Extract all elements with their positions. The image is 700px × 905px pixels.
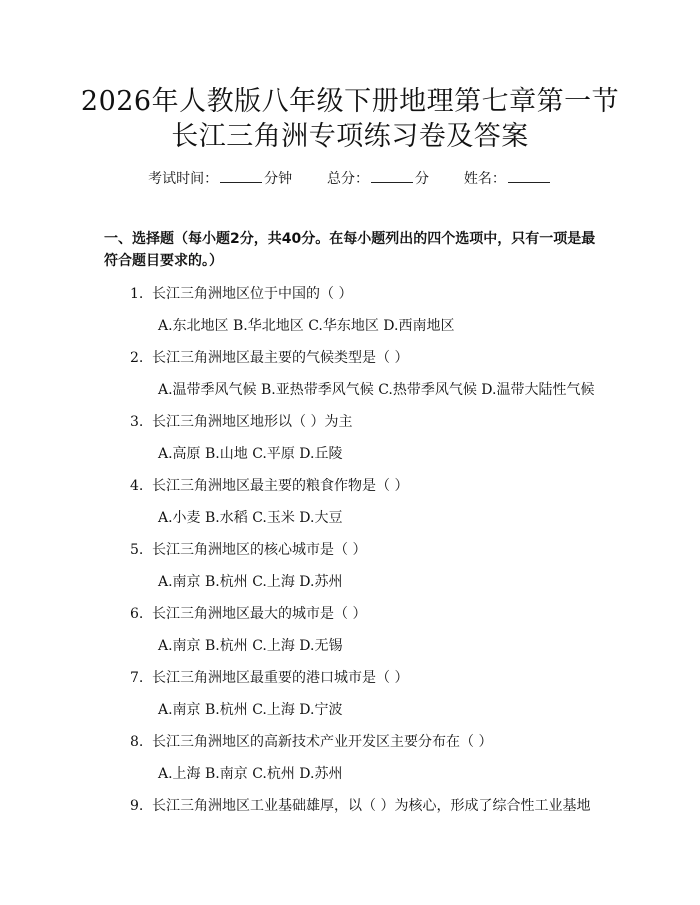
question-9: 9. 长江三角洲地区工业基础雄厚，以（ ）为核心，形成了综合性工业基地 xyxy=(130,798,591,814)
question-1: 1. 长江三角洲地区位于中国的（ ） xyxy=(130,286,353,302)
name-blank xyxy=(508,168,550,183)
exam-info-row xyxy=(0,168,700,189)
score-unit: 分 xyxy=(415,171,429,187)
time-label: 考试时间： xyxy=(148,171,219,187)
question-5-options: A.南京 B.杭州 C.上海 D.苏州 xyxy=(158,574,343,590)
question-8: 8. 长江三角洲地区的高新技术产业开发区主要分布在（ ） xyxy=(130,734,493,750)
question-4-options: A.小麦 B.水稻 C.玉米 D.大豆 xyxy=(158,510,343,526)
question-5: 5. 长江三角洲地区的核心城市是（ ） xyxy=(130,542,367,558)
question-3-options: A.高原 B.山地 C.平原 D.丘陵 xyxy=(158,446,343,462)
page-title-line-2: 长江三角洲专项练习卷及答案 xyxy=(171,121,529,152)
question-7: 7. 长江三角洲地区最重要的港口城市是（ ） xyxy=(130,670,409,686)
score-blank xyxy=(371,168,413,183)
name-label: 姓名： xyxy=(463,171,506,187)
score-label: 总分： xyxy=(327,171,369,187)
section-heading: 一、选择题（每小题2分，共40分。在每小题列出的四个选项中，只有一项是最符合题目要求的。） xyxy=(104,231,596,269)
time-unit: 分钟 xyxy=(264,171,293,187)
question-8-options: A.上海 B.南京 C.杭州 D.苏州 xyxy=(158,766,343,782)
question-1-options: A.东北地区 B.华北地区 C.华东地区 D.西南地区 xyxy=(158,318,455,334)
question-2: 2. 长江三角洲地区最主要的气候类型是（ ） xyxy=(130,350,409,366)
question-6-options: A.南京 B.杭州 C.上海 D.无锡 xyxy=(158,638,343,654)
time-blank xyxy=(220,168,262,183)
question-6: 6. 长江三角洲地区最大的城市是（ ） xyxy=(130,606,367,622)
question-2-options: A.温带季风气候 B.亚热带季风气候 C.热带季风气候 D.温带大陆性气候 xyxy=(158,382,595,398)
question-4: 4. 长江三角洲地区最主要的粮食作物是（ ） xyxy=(130,478,409,494)
question-7-options: A.南京 B.杭州 C.上海 D.宁波 xyxy=(158,702,343,718)
question-3: 3. 长江三角洲地区地形以（ ）为主 xyxy=(130,414,353,430)
page-title-line-1: 2026年人教版八年级下册地理第七章第一节 xyxy=(80,86,620,117)
